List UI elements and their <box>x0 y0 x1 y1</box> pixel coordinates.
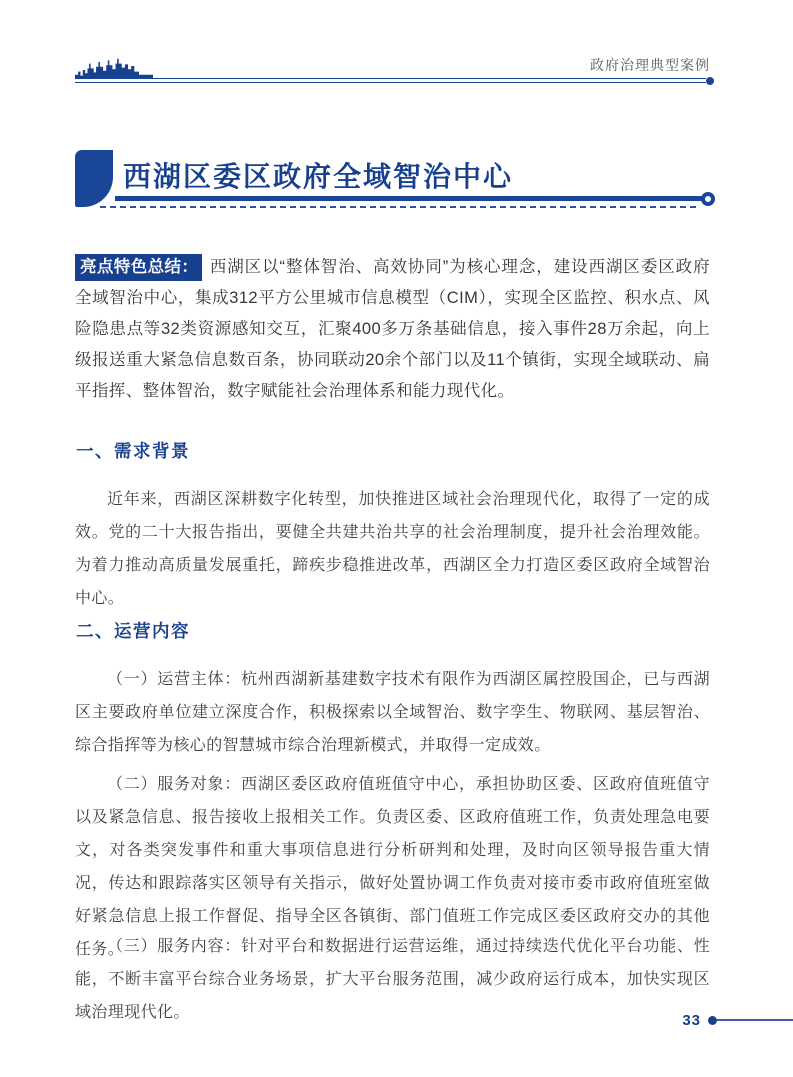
highlight-summary <box>75 252 710 407</box>
city-skyline-icon <box>75 54 153 78</box>
paragraph-service-content: （三）服务内容：针对平台和数据进行运营运维，通过持续迭代优化平台功能、性能，不断丰富平台综合业务场景，扩大平台服务范围，减少政府运行成本，加快实现区域治理现代化。 <box>75 938 710 1021</box>
page-number: 33 <box>682 1011 701 1029</box>
paragraph-service-target: （二）服务对象：西湖区委区政府值班值守中心，承担协助区委、区政府值班值守以及紧急信息、报告接收上报相关工作。负责区委、区政府值班工作，负责处理急电要文，对各类突发事件和重大事项信息进行分析研判和处理，及时向区领导报告重大情况，传达和跟踪落实区领导有关指示，做好处置协调工作负责对接市委市政府值班室做好紧急信息上报工作督促、指导全区各镇街、部门值班工作完成区委区政府交办的其他任务。 <box>75 776 710 958</box>
header-rule-dot-icon <box>706 77 714 85</box>
footer-dot-icon <box>708 1016 717 1025</box>
section-heading-1: 一、需求背景 <box>76 441 190 461</box>
title-underline <box>115 196 708 201</box>
page-title: 西湖区委区政府全域智治中心 <box>123 161 514 192</box>
footer-rule <box>717 1019 793 1022</box>
paragraph-background: 近年来，西湖区深耕数字化转型，加快推进区域社会治理现代化，取得了一定的成效。党的二十大报告指出，要健全共建共治共享的社会治理制度，提升社会治理效能。为着力推动高质量发展重托，蹄疾步稳推进改革，西湖区全力打造区委区政府全域智治中心。 <box>75 491 710 607</box>
page-header <box>75 52 710 84</box>
title-block <box>75 148 710 210</box>
highlight-text: 西湖区以“整体智治、高效协同”为核心理念，建设西湖区委区政府全域智治中心，集成312平方公里城市信息模型（CIM），实现全区监控、积水点、风险隐患点等32类资源感知交互，汇聚400多万条基础信息，接入事件28万余起，向上级报送重大紧急信息数百条，协同联动20余个部门以及11个镇街，实现全域联动、扁平指挥、整体智治，数字赋能社会治理体系和能力现代化。 <box>75 257 710 400</box>
header-caption: 政府治理典型案例 <box>590 57 710 73</box>
title-bookmark-shape <box>75 150 113 207</box>
page-footer <box>75 1010 793 1030</box>
title-underline-ring-icon <box>701 192 715 206</box>
paragraph-operator: （一）运营主体：杭州西湖新基建数字技术有限作为西湖区属控股国企，已与西湖区主要政府单位建立深度合作，积极探索以全域智治、数字孪生、物联网、基层智治、综合指挥等为核心的智慧城市综合治理新模式，并取得一定成效。 <box>75 671 710 754</box>
title-dashed-line <box>100 206 696 208</box>
section-heading-2: 二、运营内容 <box>76 621 190 641</box>
highlight-label: 亮点特色总结： <box>75 254 202 281</box>
header-rule <box>75 78 710 84</box>
